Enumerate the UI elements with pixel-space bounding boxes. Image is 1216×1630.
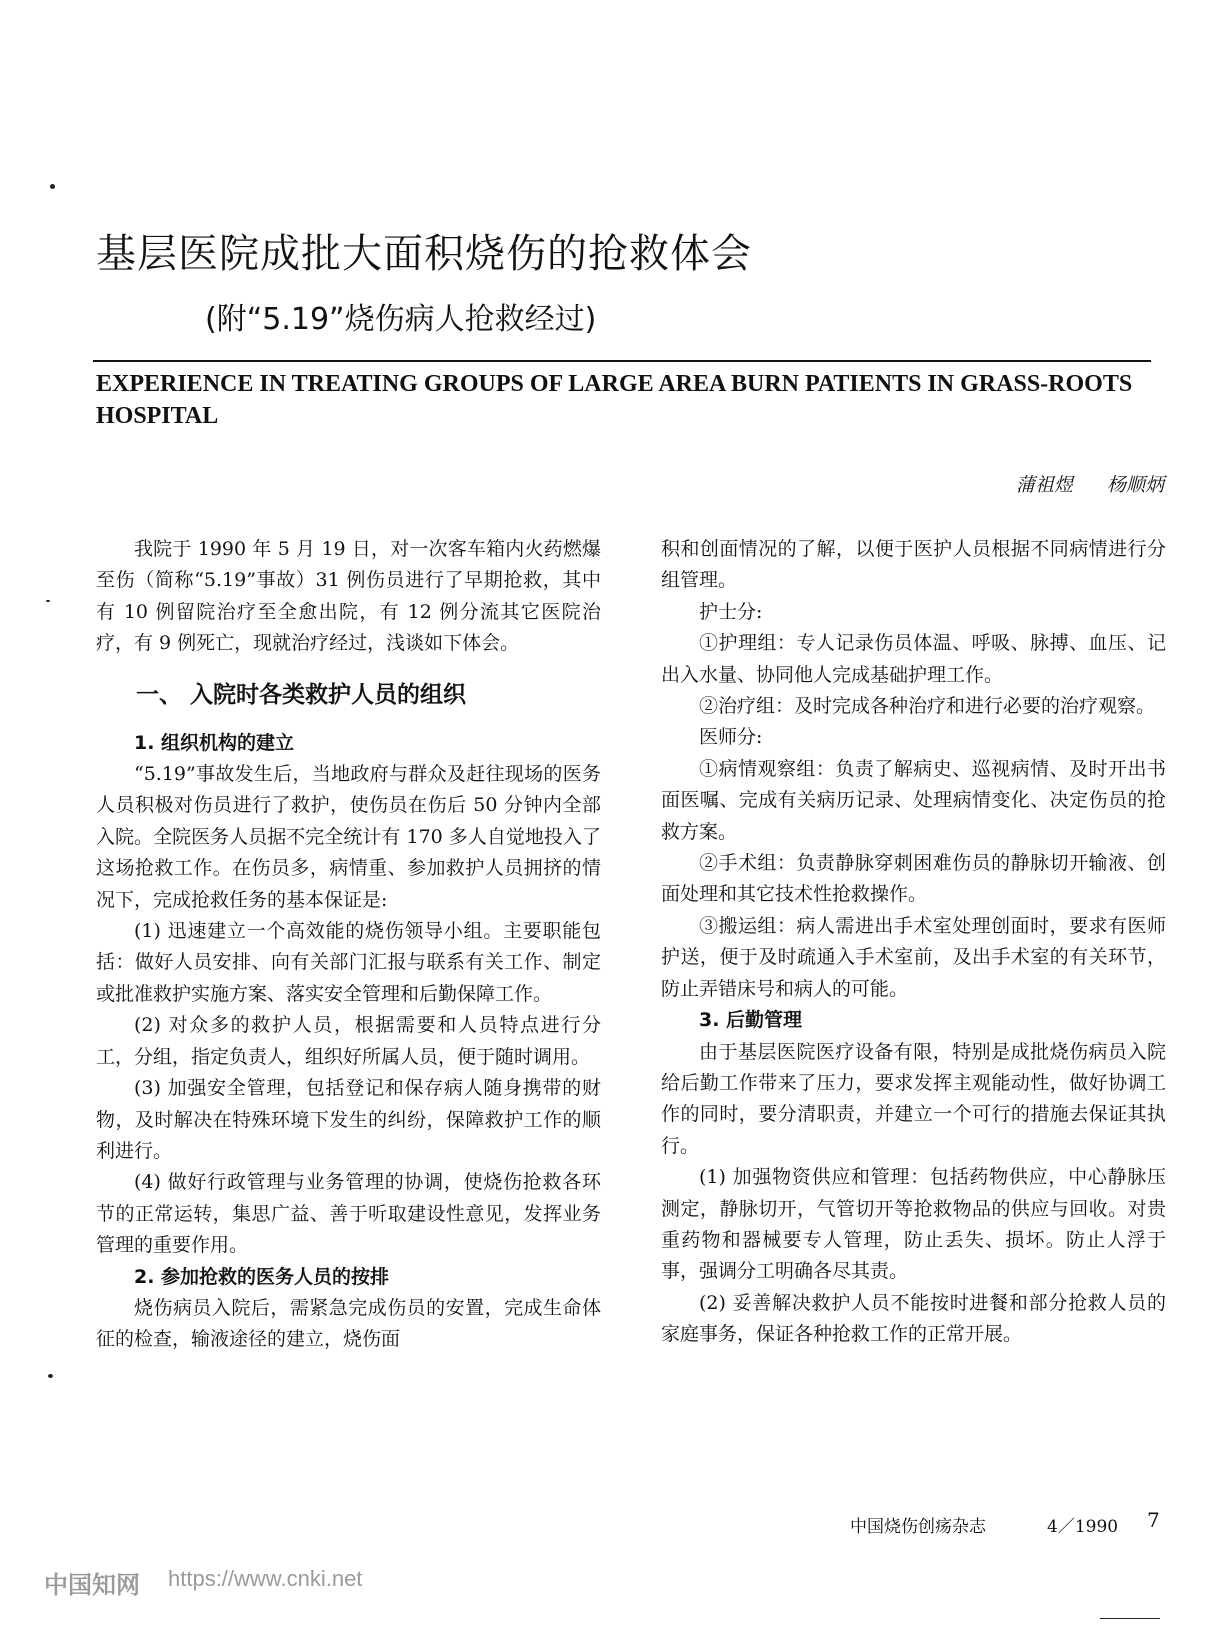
footer-page-number: 7 bbox=[1147, 1508, 1160, 1532]
watermark-cnki-logo: 中国知网 bbox=[44, 1571, 140, 1599]
paragraph: ②手术组：负责静脉穿刺困难伤员的静脉切开输液、创面处理和其它技术性抢救操作。 bbox=[661, 852, 1166, 906]
scan-speck bbox=[46, 600, 50, 602]
paragraph: (1) 加强物资供应和管理：包括药物供应，中心静脉压测定，静脉切开，气管切开等抢救物品的供应与回收。对贵重药物和器械要专人管理，防止丢失、损坏。防止人浮于事，强调分工明确各尽其责。 bbox=[661, 1166, 1166, 1283]
paragraph: (2) 妥善解决救护人员不能按时进餐和部分抢救人员的家庭事务，保证各种抢救工作的正常开展。 bbox=[661, 1291, 1166, 1346]
subsection-heading-3: 3. 后勤管理 bbox=[699, 1009, 803, 1032]
scan-speck bbox=[48, 1374, 53, 1378]
paragraph: ③搬运组：病人需进出手术室处理创面时，要求有医师护送，便于及时疏通入手术室前，及出手术室的有关环节，防止弄错床号和病人的可能。 bbox=[661, 914, 1166, 1000]
title-chinese: 基层医院成批大面积烧伤的抢救体会 bbox=[96, 231, 752, 277]
paragraph: 烧伤病员入院后，需紧急完成伤员的安置，完成生命体征的检查，输液途径的建立，烧伤面 bbox=[96, 1296, 601, 1351]
paragraph: ①病情观察组：负责了解病史、巡视病情、及时开出书面医嘱、完成有关病历记录、处理病情变化、决定伤员的抢救方案。 bbox=[661, 757, 1166, 843]
section-heading-1: 一、 入院时各类救护人员的组织 bbox=[136, 681, 467, 708]
paragraph: 护士分: bbox=[699, 600, 763, 623]
right-column bbox=[661, 534, 1166, 1351]
intro-paragraph: 我院于 1990 年 5 月 19 日，对一次客车箱内火药燃爆至伤（简称“5.19”事故）31 例伤员进行了早期抢救，其中有 10 例留院治疗至全愈出院，有 12 例分流其它医院治疗，有 9 例死亡，现就治疗经过，浅谈如下体会。 bbox=[96, 538, 601, 655]
subtitle-chinese: (附“5.19”烧伤病人抢救经过) bbox=[205, 302, 597, 337]
paragraph: (2) 对众多的救护人员，根据需要和人员特点进行分工，分组，指定负责人，组织好所属人员，便于随时调用。 bbox=[96, 1014, 601, 1068]
watermark-url[interactable]: https://www.cnki.net bbox=[168, 1566, 363, 1591]
paragraph: ②治疗组：及时完成各种治疗和进行必要的治疗观察。 bbox=[699, 695, 1156, 718]
title-rule bbox=[93, 360, 1151, 362]
paragraph: (4) 做好行政管理与业务管理的协调，使烧伤抢救各环节的正常运转，集思广益、善于听取建设性意见，发挥业务管理的重要作用。 bbox=[96, 1171, 601, 1257]
title-english: EXPERIENCE IN TREATING GROUPS OF LARGE AREA BURN PATIENTS IN GRASS-ROOTS HOSPITAL bbox=[96, 371, 1133, 429]
paragraph: ①护理组：专人记录伤员体温、呼吸、脉搏、血压、记出入水量、协同他人完成基础护理工作。 bbox=[661, 632, 1166, 686]
paragraph: “5.19”事故发生后，当地政府与群众及赶往现场的医务人员积极对伤员进行了救护，使伤员在伤后 50 分钟内全部入院。全院医务人员据不完全统计有 170 多人自觉地投入了这场抢救工作。在伤员多，病情重、参加救护人员拥挤的情况下，完成抢救任务的基本保证是: bbox=[96, 763, 601, 911]
paragraph: 积和创面情况的了解，以便于医护人员根据不同病情进行分组管理。 bbox=[661, 538, 1166, 592]
authors: 蒲祖煜 杨顺炳 bbox=[1015, 474, 1164, 496]
left-column bbox=[96, 534, 601, 1356]
scan-speck bbox=[1100, 1618, 1160, 1619]
paragraph: (1) 迅速建立一个高效能的烧伤领导小组。主要职能包括：做好人员安排、向有关部门汇报与联系有关工作、制定或批准救护实施方案、落实安全管理和后勤保障工作。 bbox=[96, 920, 601, 1005]
footer-issue: 4／1990 bbox=[1047, 1517, 1119, 1537]
subsection-heading-1: 1. 组织机构的建立 bbox=[134, 731, 295, 754]
subsection-heading-2: 2. 参加抢救的医务人员的按排 bbox=[134, 1265, 390, 1288]
paragraph: 由于基层医院医疗设备有限，特别是成批烧伤病员入院给后勤工作带来了压力，要求发挥主观能动性，做好协调工作的同时，要分清职责，并建立一个可行的措施去保证其执行。 bbox=[661, 1040, 1166, 1157]
paragraph: (3) 加强安全管理，包括登记和保存病人随身携带的财物，及时解决在特殊环境下发生的纠纷，保障救护工作的顺利进行。 bbox=[96, 1077, 601, 1162]
scan-speck bbox=[50, 184, 55, 189]
paragraph: 医师分: bbox=[699, 726, 763, 749]
footer-journal-name: 中国烧伤创疡杂志 bbox=[850, 1517, 986, 1537]
